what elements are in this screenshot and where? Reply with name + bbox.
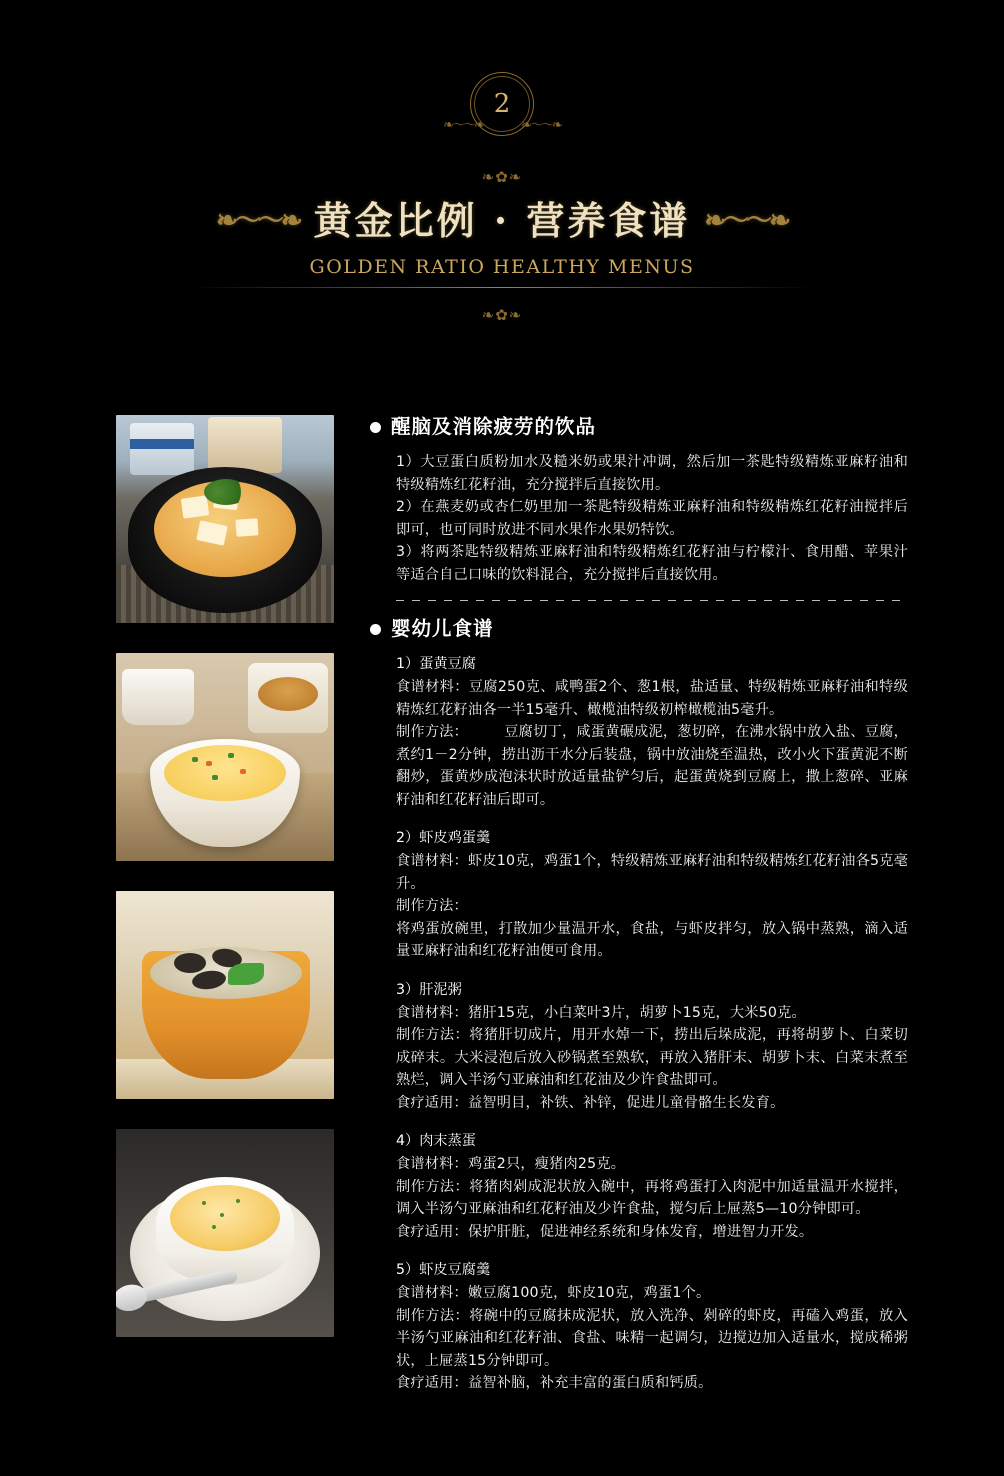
text-column <box>391 415 908 1411</box>
title-rule-divider <box>192 287 812 288</box>
drinks-paragraph-1: 1）大豆蛋白质粉加水及糙米奶或果汁冲调，然后加一茶匙特级精炼亚麻籽油和特级精炼红花籽油，充分搅拌后直接饮用。 <box>396 454 908 493</box>
recipe-ingredients: 食谱材料：嫩豆腐100克，虾皮10克，鸡蛋1个。 <box>396 1285 711 1301</box>
drinks-paragraph-2: 2）在燕麦奶或杏仁奶里加一茶匙特级精炼亚麻籽油和特级精炼红花籽油搅拌后即可，也可同时放进不同水果作水果奶特饮。 <box>396 499 908 538</box>
section-divider <box>396 600 908 601</box>
recipe-method: 制作方法：将猪肝切成片，用开水焯一下，捞出后垛成泥，再将胡萝卜、白菜切成碎末。大米浸泡后放入砂锅煮至熟软，再放入猪肝末、胡萝卜末、白菜末煮至熟烂，调入半汤勺亚麻油和红花油及少许食盐即可。 <box>396 1027 908 1088</box>
page-title-text: 黄金比例 · 营养食谱 <box>313 198 691 243</box>
tofu-egg-soup-photo <box>116 415 334 623</box>
recipe-name: 1）蛋黄豆腐 <box>396 656 476 672</box>
photo4-herb-fleck <box>236 1199 240 1203</box>
photo2-egg-custard <box>164 745 286 801</box>
photo4-corn-soup <box>170 1185 280 1251</box>
header-top-ornament-icon: ❧✿❧ <box>481 168 523 186</box>
photo1-cup-back <box>130 423 194 475</box>
title-left-flourish-icon: ❧～～❧ <box>216 206 300 236</box>
page-title <box>216 196 788 246</box>
photo4-herb-fleck <box>212 1225 216 1229</box>
photo1-cilantro-garnish <box>204 479 248 505</box>
baby-section-header <box>370 617 908 641</box>
recipe-method: 制作方法： 豆腐切丁，咸蛋黄碾成泥，葱切碎，在沸水锅中放入盐、豆腐，煮约1－2分钟，捞出沥干水分后装盘，锅中放油烧至温热，改小火下蛋黄泥不断翻炒，蛋黄炒成泡沫状时放适量盐铲匀后，起蛋黄烧到豆腐上，撒上葱碎、亚麻籽油和红花籽油后即可。 <box>396 724 908 808</box>
title-block <box>0 196 1004 288</box>
badge-right-flourish-icon: ❧～～❧ <box>521 118 561 133</box>
photo1-tofu-cube <box>181 495 210 518</box>
recipe-name: 5）虾皮豆腐羹 <box>396 1262 491 1278</box>
recipe-ingredients: 食谱材料：虾皮10克，鸡蛋1个，特级精炼亚麻籽油和特级精炼红花籽油各5克毫升。 <box>396 853 908 892</box>
recipe-ingredients: 食谱材料：豆腐250克、咸鸭蛋2个、葱1根，盐适量、特级精炼亚麻籽油和特级精炼红花籽油各一半15毫升、橄榄油特级初榨橄榄油5毫升。 <box>396 679 908 718</box>
mushroom-soup-photo <box>116 891 334 1099</box>
title-right-flourish-icon: ❧～～❧ <box>704 206 788 236</box>
photo-column <box>116 415 334 1367</box>
drinks-section-title: 醒脑及消除疲劳的饮品 <box>391 415 597 438</box>
photo2-pea-garnish <box>228 753 234 758</box>
recipe-method: 制作方法：将碗中的豆腐抹成泥状，放入洗净、剁碎的虾皮，再磕入鸡蛋，放入半汤勺亚麻油和红花籽油、食盐、味精一起调匀，边搅边加入适量水，搅成稀粥状，上屉蒸15分钟即可。 <box>396 1307 908 1369</box>
bullet-icon <box>370 422 381 433</box>
recipe-name: 2）虾皮鸡蛋羹 <box>396 830 491 846</box>
photo2-carrot-garnish <box>240 769 246 774</box>
page-header <box>0 0 1004 360</box>
recipe-method: 将鸡蛋放碗里，打散加少量温开水，食盐，与虾皮拌匀，放入锅中蒸熟，滴入适量亚麻籽油和红花籽油便可食用。 <box>396 920 908 959</box>
recipe-item <box>396 979 908 1115</box>
baby-section-title: 婴幼儿食谱 <box>391 617 494 640</box>
page-subtitle: GOLDEN RATIO HEALTHY MENUS <box>309 256 695 278</box>
photo4-herb-fleck <box>202 1201 206 1205</box>
drinks-section-header <box>370 415 908 439</box>
photo2-side-bowl <box>248 663 328 733</box>
badge-left-flourish-icon: ❧～～❧ <box>443 118 483 133</box>
recipe-ingredients: 食谱材料：猪肝15克，小白菜叶3片，胡萝卜15克，大米50克。 <box>396 1004 806 1021</box>
recipe-item <box>396 827 908 963</box>
page-number-badge <box>443 72 561 136</box>
page-number: 2 <box>493 89 511 119</box>
photo1-bowl-back <box>208 417 282 473</box>
recipe-benefit: 食疗适用：益智补脑，补充丰富的蛋白质和钙质。 <box>396 1375 713 1391</box>
recipe-name: 3）肝泥粥 <box>396 981 462 998</box>
photo2-pea-garnish <box>192 757 198 762</box>
photo3-green-garnish <box>228 963 264 985</box>
recipe-benefit: 食疗适用：保护肝脏，促进神经系统和身体发育，增进智力开发。 <box>396 1223 814 1240</box>
photo4-herb-fleck <box>220 1213 224 1217</box>
drinks-paragraph-3: 3）将两茶匙特级精炼亚麻籽油和特级精炼红花籽油与柠檬汁、食用醋、苹果汁等适合自己口味的饮料混合，充分搅拌后直接饮用。 <box>396 544 908 583</box>
photo2-carrot-garnish <box>206 761 212 766</box>
photo2-pea-garnish <box>212 775 218 780</box>
recipe-name: 4）肉末蒸蛋 <box>396 1133 476 1149</box>
photo1-tofu-cube <box>235 518 258 536</box>
recipe-item <box>396 1259 908 1395</box>
recipe-item <box>396 653 908 811</box>
corn-cream-soup-photo <box>116 1129 334 1337</box>
photo2-cup <box>122 669 194 725</box>
recipe-ingredients: 食谱材料：鸡蛋2只，瘦猪肉25克。 <box>396 1156 626 1172</box>
recipe-item <box>396 1130 908 1243</box>
recipe-method-label: 制作方法： <box>396 898 468 914</box>
photo3-mushroom <box>174 953 206 973</box>
recipe-method: 制作方法：将猪肉剁成泥状放入碗中，再将鸡蛋打入肉泥中加适量温开水搅拌，调入半汤勺亚麻油和红花籽油及少许食盐，搅匀后上屉蒸5—10分钟即可。 <box>396 1178 908 1217</box>
heart-ramekin-custard-photo <box>116 653 334 861</box>
bullet-icon <box>370 624 381 635</box>
header-bottom-ornament-icon: ❧✿❧ <box>481 306 523 324</box>
recipe-benefit: 食疗适用：益智明目，补铁、补锌，促进儿童骨骼生长发育。 <box>396 1094 785 1111</box>
